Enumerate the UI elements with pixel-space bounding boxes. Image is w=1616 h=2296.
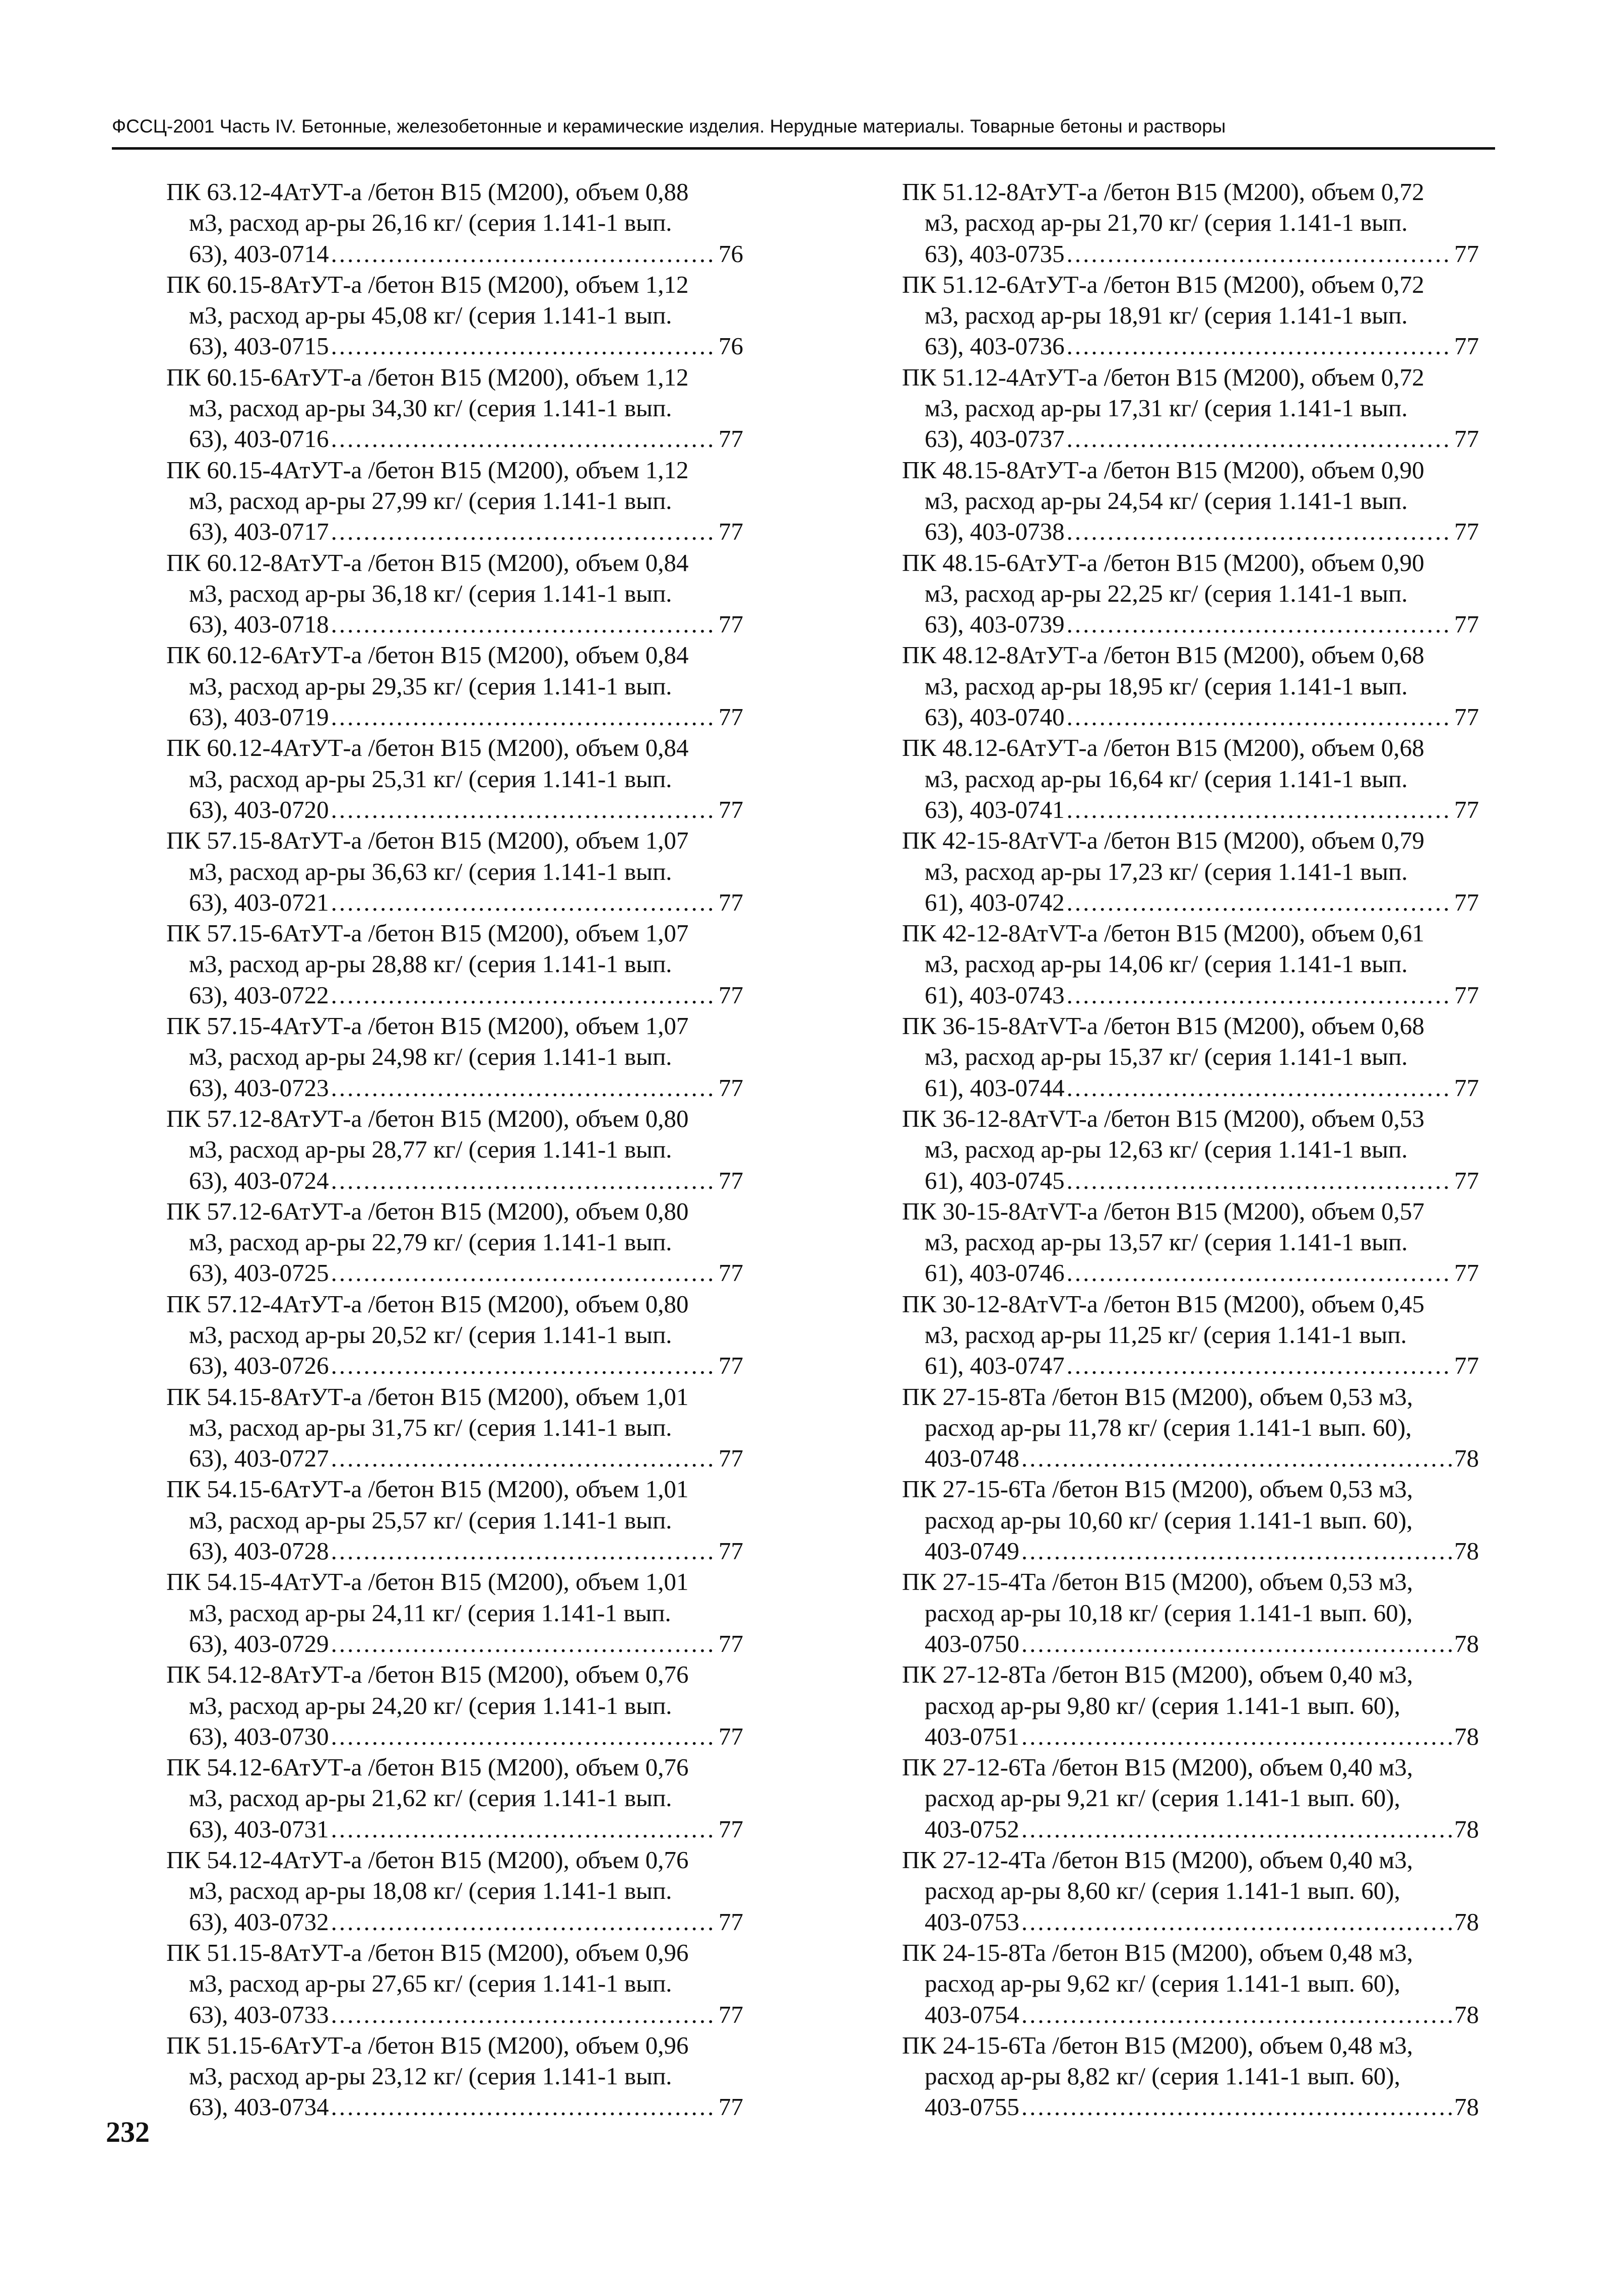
- entry-page-ref: 77: [719, 2093, 743, 2121]
- entry-code: 61), 403-0744: [925, 1073, 1065, 1102]
- dot-leader: [331, 1628, 717, 1659]
- entry-code: 403-0752: [925, 1815, 1019, 1843]
- entry-code: 63), 403-0734: [189, 2093, 329, 2121]
- dot-leader: [1067, 887, 1452, 918]
- entry-code-line: [166, 701, 743, 732]
- entry-page-ref: 77: [1454, 703, 1479, 731]
- index-entry: [902, 1196, 1479, 1289]
- index-entry: [902, 1010, 1479, 1103]
- entry-code: 63), 403-0725: [189, 1259, 329, 1287]
- entry-detail-line: расход ар-ры 10,60 кг/ (серия 1.141-1 вып. 60),: [925, 1506, 1413, 1534]
- entry-code-line: [166, 1814, 743, 1844]
- dot-leader: [1067, 1257, 1452, 1288]
- right-column: [902, 176, 1479, 2123]
- entry-code: 61), 403-0743: [925, 981, 1065, 1009]
- entry-detail-line: м3, расход ар-ры 25,57 кг/ (серия 1.141-1 вып.: [189, 1506, 672, 1534]
- dot-leader: [1021, 1628, 1452, 1659]
- entry-code-line: [902, 980, 1479, 1010]
- entry-detail-line: м3, расход ар-ры 36,63 кг/ (серия 1.141-1 вып.: [189, 857, 672, 885]
- entry-code: 61), 403-0747: [925, 1352, 1065, 1380]
- entry-title-line: ПК 60.15-8АтУТ-а /бетон В15 (М200), объем 1,12: [166, 270, 689, 298]
- dot-leader: [331, 609, 717, 640]
- index-entry: [166, 1010, 743, 1103]
- entry-code: 63), 403-0726: [189, 1352, 329, 1380]
- dot-leader: [1067, 516, 1452, 547]
- entry-detail-line: м3, расход ар-ры 31,75 кг/ (серия 1.141-1 вып.: [189, 1413, 672, 1441]
- entry-page-ref: 77: [1454, 1073, 1479, 1102]
- index-entry: [166, 1844, 743, 1937]
- index-entry: [902, 825, 1479, 918]
- entry-title-line: ПК 54.15-6АтУТ-а /бетон В15 (М200), объем 1,01: [166, 1475, 689, 1503]
- entry-code: 63), 403-0722: [189, 981, 329, 1009]
- dot-leader: [331, 701, 717, 732]
- index-entry: [166, 825, 743, 918]
- entry-detail-line: расход ар-ры 8,82 кг/ (серия 1.141-1 вып. 60),: [925, 2062, 1400, 2090]
- entry-detail-line: м3, расход ар-ры 22,25 кг/ (серия 1.141-1 вып.: [925, 579, 1408, 607]
- entry-detail-line: м3, расход ар-ры 15,37 кг/ (серия 1.141-1 вып.: [925, 1043, 1408, 1071]
- entry-detail-line: м3, расход ар-ры 17,23 кг/ (серия 1.141-1 вып.: [925, 857, 1408, 885]
- entry-code-line: [166, 1350, 743, 1381]
- index-entry: [902, 2030, 1479, 2123]
- entry-page-ref: 77: [719, 1352, 743, 1380]
- entry-title-line: ПК 42-12-8АтVT-а /бетон В15 (М200), объем 0,61: [902, 919, 1425, 947]
- entry-detail-line: м3, расход ар-ры 18,08 кг/ (серия 1.141-1 вып.: [189, 1877, 672, 1905]
- entry-title-line: ПК 36-12-8АтVT-а /бетон В15 (М200), объем 0,53: [902, 1104, 1425, 1132]
- entry-title-line: ПК 27-12-6Та /бетон В15 (М200), объем 0,40 м3,: [902, 1753, 1413, 1781]
- entry-detail-line: м3, расход ар-ры 36,18 кг/ (серия 1.141-1 вып.: [189, 579, 672, 607]
- index-entry: [166, 547, 743, 640]
- entry-title-line: ПК 27-12-8Та /бетон В15 (М200), объем 0,40 м3,: [902, 1661, 1413, 1689]
- entry-title-line: ПК 60.12-6АтУТ-а /бетон В15 (М200), объем 0,84: [166, 641, 689, 669]
- index-entry: [166, 640, 743, 732]
- entry-code-line: [902, 1906, 1479, 1937]
- entry-page-ref: 77: [1454, 888, 1479, 916]
- entry-page-ref: 77: [1454, 1259, 1479, 1287]
- entry-code-line: [902, 794, 1479, 825]
- entry-title-line: ПК 51.12-4АтУТ-а /бетон В15 (М200), объем 0,72: [902, 363, 1425, 391]
- entry-page-ref: 77: [1454, 981, 1479, 1009]
- entry-title-line: ПК 42-15-8АтVT-а /бетон В15 (М200), объем 0,79: [902, 826, 1425, 855]
- entry-detail-line: м3, расход ар-ры 24,98 кг/ (серия 1.141-1 вып.: [189, 1043, 672, 1071]
- index-entry: [902, 1289, 1479, 1381]
- entry-title-line: ПК 57.15-4АтУТ-а /бетон В15 (М200), объем 1,07: [166, 1012, 689, 1040]
- entry-code-line: [166, 2091, 743, 2122]
- dot-leader: [1021, 1443, 1452, 1474]
- entry-title-line: ПК 51.12-6АтУТ-а /бетон В15 (М200), объем 0,72: [902, 270, 1425, 298]
- entry-code: 63), 403-0723: [189, 1073, 329, 1102]
- entry-code-line: [166, 1628, 743, 1659]
- entry-detail-line: м3, расход ар-ры 23,12 кг/ (серия 1.141-1 вып.: [189, 2062, 672, 2090]
- index-entry: [902, 176, 1479, 269]
- dot-leader: [1067, 1350, 1452, 1381]
- entry-title-line: ПК 57.12-8АтУТ-а /бетон В15 (М200), объем 0,80: [166, 1104, 689, 1132]
- index-entry: [902, 547, 1479, 640]
- entry-code-line: [902, 1443, 1479, 1474]
- dot-leader: [331, 1165, 717, 1196]
- entry-page-ref: 77: [1454, 239, 1479, 268]
- dot-leader: [331, 887, 717, 918]
- dot-leader: [331, 516, 717, 547]
- entry-code: 63), 403-0729: [189, 1629, 329, 1657]
- entry-page-ref: 77: [1454, 1352, 1479, 1380]
- entry-code: 403-0750: [925, 1629, 1019, 1657]
- entry-detail-line: расход ар-ры 8,60 кг/ (серия 1.141-1 вып. 60),: [925, 1877, 1400, 1905]
- entry-code: 63), 403-0720: [189, 795, 329, 823]
- entry-page-ref: 77: [719, 981, 743, 1009]
- entry-page-ref: 77: [1454, 332, 1479, 360]
- entry-code-line: [166, 794, 743, 825]
- entry-page-ref: 77: [719, 610, 743, 639]
- dot-leader: [1067, 609, 1452, 640]
- entry-title-line: ПК 63.12-4АтУТ-а /бетон В15 (М200), объем 0,88: [166, 178, 689, 206]
- index-entry: [166, 2030, 743, 2123]
- dot-leader: [331, 1257, 717, 1288]
- index-entry: [902, 1381, 1479, 1474]
- entry-code: 61), 403-0746: [925, 1259, 1065, 1287]
- entry-title-line: ПК 51.15-6АтУТ-а /бетон В15 (М200), объем 0,96: [166, 2031, 689, 2059]
- entry-detail-line: м3, расход ар-ры 17,31 кг/ (серия 1.141-1 вып.: [925, 394, 1408, 422]
- entry-code-line: [166, 1536, 743, 1566]
- entry-detail-line: расход ар-ры 9,62 кг/ (серия 1.141-1 вып. 60),: [925, 1969, 1400, 1998]
- entry-page-ref: 77: [719, 888, 743, 916]
- entry-code: 63), 403-0735: [925, 239, 1065, 268]
- entry-code: 63), 403-0740: [925, 703, 1065, 731]
- entry-code: 63), 403-0732: [189, 1907, 329, 1936]
- entry-code: 63), 403-0714: [189, 239, 329, 268]
- entry-code: 63), 403-0736: [925, 332, 1065, 360]
- entry-detail-line: м3, расход ар-ры 13,57 кг/ (серия 1.141-1 вып.: [925, 1228, 1408, 1256]
- entry-detail-line: м3, расход ар-ры 24,20 кг/ (серия 1.141-1 вып.: [189, 1691, 672, 1719]
- index-entry: [166, 1474, 743, 1566]
- entry-detail-line: расход ар-ры 9,21 кг/ (серия 1.141-1 вып. 60),: [925, 1784, 1400, 1812]
- index-entry: [166, 918, 743, 1010]
- entry-title-line: ПК 60.12-4АтУТ-а /бетон В15 (М200), объем 0,84: [166, 734, 689, 762]
- entry-page-ref: 77: [719, 1629, 743, 1657]
- dot-leader: [331, 980, 717, 1010]
- entry-page-ref: 78: [1454, 1815, 1479, 1843]
- dot-leader: [1067, 331, 1452, 361]
- entry-page-ref: 77: [1454, 1166, 1479, 1194]
- entry-code-line: [902, 1072, 1479, 1103]
- entry-title-line: ПК 27-15-8Та /бетон В15 (М200), объем 0,53 м3,: [902, 1382, 1413, 1411]
- entry-code-line: [166, 331, 743, 361]
- entry-code-line: [902, 1257, 1479, 1288]
- dot-leader: [1067, 423, 1452, 454]
- dot-leader: [331, 1443, 717, 1474]
- entry-page-ref: 78: [1454, 1629, 1479, 1657]
- entry-title-line: ПК 48.15-8АтУТ-а /бетон В15 (М200), объем 0,90: [902, 456, 1425, 484]
- entry-detail-line: м3, расход ар-ры 18,91 кг/ (серия 1.141-1 вып.: [925, 301, 1408, 330]
- index-entry: [166, 1103, 743, 1196]
- index-entry: [166, 269, 743, 362]
- entry-code-line: [166, 1906, 743, 1937]
- entry-page-ref: 76: [719, 239, 743, 268]
- entry-code: 63), 403-0727: [189, 1444, 329, 1473]
- dot-leader: [331, 1906, 717, 1937]
- entry-title-line: ПК 36-15-8АтVT-а /бетон В15 (М200), объем 0,68: [902, 1012, 1425, 1040]
- entry-code-line: [166, 609, 743, 640]
- entry-code: 403-0748: [925, 1444, 1019, 1473]
- entry-page-ref: 78: [1454, 1537, 1479, 1565]
- entry-detail-line: м3, расход ар-ры 29,35 кг/ (серия 1.141-1 вып.: [189, 672, 672, 700]
- dot-leader: [331, 1350, 717, 1381]
- entry-title-line: ПК 57.12-6АтУТ-а /бетон В15 (М200), объем 0,80: [166, 1197, 689, 1225]
- entry-code: 63), 403-0724: [189, 1166, 329, 1194]
- index-entry: [902, 269, 1479, 362]
- entry-code-line: [902, 238, 1479, 269]
- entry-page-ref: 78: [1454, 2093, 1479, 2121]
- dot-leader: [331, 1536, 717, 1566]
- entry-detail-line: м3, расход ар-ры 24,54 кг/ (серия 1.141-1 вып.: [925, 486, 1408, 515]
- entry-code: 403-0754: [925, 2000, 1019, 2028]
- running-header: ФССЦ-2001 Часть IV. Бетонные, железобетонные и керамические изделия. Нерудные материалы. Товарные бетоны и растворы: [112, 116, 1226, 137]
- entry-code: 403-0753: [925, 1907, 1019, 1936]
- dot-leader: [1021, 2091, 1452, 2122]
- entry-detail-line: м3, расход ар-ры 26,16 кг/ (серия 1.141-1 вып.: [189, 209, 672, 237]
- entry-title-line: ПК 57.15-8АтУТ-а /бетон В15 (М200), объем 1,07: [166, 826, 689, 855]
- entry-title-line: ПК 30-15-8АтVT-а /бетон В15 (М200), объем 0,57: [902, 1197, 1425, 1225]
- entry-code-line: [902, 331, 1479, 361]
- entry-code: 61), 403-0745: [925, 1166, 1065, 1194]
- entry-code-line: [902, 423, 1479, 454]
- entry-title-line: ПК 54.12-8АтУТ-а /бетон В15 (М200), объем 0,76: [166, 1661, 689, 1689]
- entry-title-line: ПК 27-15-6Та /бетон В15 (М200), объем 0,53 м3,: [902, 1475, 1413, 1503]
- dot-leader: [1067, 980, 1452, 1010]
- index-entry: [166, 732, 743, 825]
- entry-title-line: ПК 60.15-4АтУТ-а /бетон В15 (М200), объем 1,12: [166, 456, 689, 484]
- index-entry: [166, 1381, 743, 1474]
- entry-page-ref: 78: [1454, 2000, 1479, 2028]
- dot-leader: [1021, 1536, 1452, 1566]
- index-entry: [166, 1196, 743, 1289]
- entry-page-ref: 77: [719, 1722, 743, 1750]
- entry-code: 403-0751: [925, 1722, 1019, 1750]
- index-entry: [902, 732, 1479, 825]
- entry-code-line: [166, 1072, 743, 1103]
- entry-code-line: [166, 516, 743, 547]
- entry-code-line: [902, 1350, 1479, 1381]
- index-entry: [166, 176, 743, 269]
- entry-page-ref: 77: [719, 1907, 743, 1936]
- entry-detail-line: м3, расход ар-ры 21,70 кг/ (серия 1.141-1 вып.: [925, 209, 1408, 237]
- entry-detail-line: расход ар-ры 9,80 кг/ (серия 1.141-1 вып. 60),: [925, 1691, 1400, 1719]
- entry-page-ref: 77: [1454, 425, 1479, 453]
- entry-code-line: [166, 887, 743, 918]
- entry-title-line: ПК 54.12-6АтУТ-а /бетон В15 (М200), объем 0,76: [166, 1753, 689, 1781]
- entry-detail-line: м3, расход ар-ры 28,88 кг/ (серия 1.141-1 вып.: [189, 950, 672, 978]
- entry-code-line: [902, 1628, 1479, 1659]
- index-entry: [166, 1289, 743, 1381]
- entry-code-line: [166, 238, 743, 269]
- index-entry: [166, 1566, 743, 1659]
- entry-title-line: ПК 51.15-8АтУТ-а /бетон В15 (М200), объем 0,96: [166, 1938, 689, 1966]
- index-entry: [902, 1752, 1479, 1844]
- entry-code-line: [902, 1814, 1479, 1844]
- entry-code: 63), 403-0731: [189, 1815, 329, 1843]
- entry-title-line: ПК 57.15-6АтУТ-а /бетон В15 (М200), объем 1,07: [166, 919, 689, 947]
- entry-page-ref: 77: [719, 1073, 743, 1102]
- entry-code-line: [902, 1165, 1479, 1196]
- entry-code-line: [166, 980, 743, 1010]
- entry-code-line: [166, 1999, 743, 2030]
- index-entry: [166, 1659, 743, 1752]
- dot-leader: [331, 1814, 717, 1844]
- entry-title-line: ПК 30-12-8АтVT-а /бетон В15 (М200), объем 0,45: [902, 1290, 1425, 1318]
- entry-code: 403-0755: [925, 2093, 1019, 2121]
- entry-title-line: ПК 24-15-8Та /бетон В15 (М200), объем 0,48 м3,: [902, 1938, 1413, 1966]
- dot-leader: [331, 331, 717, 361]
- dot-leader: [331, 2091, 717, 2122]
- entry-page-ref: 77: [719, 1166, 743, 1194]
- entry-page-ref: 77: [719, 518, 743, 546]
- dot-leader: [331, 423, 717, 454]
- index-entry: [902, 1659, 1479, 1752]
- entry-title-line: ПК 60.12-8АтУТ-а /бетон В15 (М200), объем 0,84: [166, 548, 689, 577]
- left-column: [166, 176, 743, 2123]
- entry-detail-line: м3, расход ар-ры 14,06 кг/ (серия 1.141-1 вып.: [925, 950, 1408, 978]
- index-entry: [902, 1566, 1479, 1659]
- page-number: 232: [106, 2116, 150, 2148]
- entry-code-line: [902, 516, 1479, 547]
- entry-page-ref: 77: [719, 425, 743, 453]
- entry-title-line: ПК 48.15-6АтУТ-а /бетон В15 (М200), объем 0,90: [902, 548, 1425, 577]
- entry-detail-line: расход ар-ры 10,18 кг/ (серия 1.141-1 вып. 60),: [925, 1599, 1413, 1627]
- entry-code: 63), 403-0716: [189, 425, 329, 453]
- entry-code: 61), 403-0742: [925, 888, 1065, 916]
- entry-title-line: ПК 57.12-4АтУТ-а /бетон В15 (М200), объем 0,80: [166, 1290, 689, 1318]
- entry-code-line: [166, 1257, 743, 1288]
- dot-leader: [1067, 701, 1452, 732]
- entry-code-line: [902, 1999, 1479, 2030]
- entry-detail-line: м3, расход ар-ры 16,64 кг/ (серия 1.141-1 вып.: [925, 764, 1408, 793]
- index-entry: [902, 918, 1479, 1010]
- entry-code: 63), 403-0737: [925, 425, 1065, 453]
- entry-detail-line: м3, расход ар-ры 27,99 кг/ (серия 1.141-1 вып.: [189, 486, 672, 515]
- entry-code: 63), 403-0733: [189, 2000, 329, 2028]
- entry-code-line: [166, 423, 743, 454]
- entry-code: 63), 403-0721: [189, 888, 329, 916]
- entry-code: 63), 403-0715: [189, 332, 329, 360]
- entry-code: 63), 403-0717: [189, 518, 329, 546]
- entry-detail-line: м3, расход ар-ры 18,95 кг/ (серия 1.141-1 вып.: [925, 672, 1408, 700]
- entry-title-line: ПК 54.15-8АтУТ-а /бетон В15 (М200), объем 1,01: [166, 1382, 689, 1411]
- dot-leader: [1021, 1814, 1452, 1844]
- dot-leader: [1021, 1906, 1452, 1937]
- entry-title-line: ПК 24-15-6Та /бетон В15 (М200), объем 0,48 м3,: [902, 2031, 1413, 2059]
- entry-code-line: [902, 1721, 1479, 1752]
- index-entry: [902, 1844, 1479, 1937]
- entry-page-ref: 76: [719, 332, 743, 360]
- entry-detail-line: м3, расход ар-ры 45,08 кг/ (серия 1.141-1 вып.: [189, 301, 672, 330]
- entry-detail-line: м3, расход ар-ры 11,25 кг/ (серия 1.141-1 вып.: [925, 1320, 1407, 1349]
- entry-detail-line: м3, расход ар-ры 21,62 кг/ (серия 1.141-1 вып.: [189, 1784, 672, 1812]
- dot-leader: [1067, 794, 1452, 825]
- index-entry: [166, 1752, 743, 1844]
- entry-code: 63), 403-0728: [189, 1537, 329, 1565]
- entry-page-ref: 78: [1454, 1444, 1479, 1473]
- entry-code-line: [902, 701, 1479, 732]
- entry-title-line: ПК 48.12-6АтУТ-а /бетон В15 (М200), объем 0,68: [902, 734, 1425, 762]
- index-entry: [902, 1937, 1479, 2030]
- entry-page-ref: 77: [719, 1815, 743, 1843]
- dot-leader: [331, 238, 717, 269]
- entry-title-line: ПК 51.12-8АтУТ-а /бетон В15 (М200), объем 0,72: [902, 178, 1425, 206]
- index-entry: [166, 362, 743, 455]
- index-entry: [902, 1474, 1479, 1566]
- entry-code-line: [166, 1443, 743, 1474]
- dot-leader: [331, 1721, 717, 1752]
- entry-code-line: [902, 2091, 1479, 2122]
- entry-detail-line: расход ар-ры 11,78 кг/ (серия 1.141-1 вып. 60),: [925, 1413, 1412, 1441]
- entry-detail-line: м3, расход ар-ры 20,52 кг/ (серия 1.141-1 вып.: [189, 1320, 672, 1349]
- entry-detail-line: м3, расход ар-ры 22,79 кг/ (серия 1.141-1 вып.: [189, 1228, 672, 1256]
- entry-title-line: ПК 60.15-6АтУТ-а /бетон В15 (М200), объем 1,12: [166, 363, 689, 391]
- entry-code: 63), 403-0739: [925, 610, 1065, 639]
- index-entry: [166, 455, 743, 547]
- entry-code-line: [902, 1536, 1479, 1566]
- entry-page-ref: 77: [1454, 795, 1479, 823]
- dot-leader: [1067, 238, 1452, 269]
- index-entry: [902, 640, 1479, 732]
- entry-title-line: ПК 48.12-8АтУТ-а /бетон В15 (М200), объем 0,68: [902, 641, 1425, 669]
- index-entry: [902, 1103, 1479, 1196]
- index-entry: [902, 362, 1479, 455]
- dot-leader: [1067, 1165, 1452, 1196]
- entry-page-ref: 78: [1454, 1722, 1479, 1750]
- entry-code-line: [166, 1721, 743, 1752]
- dot-leader: [1021, 1721, 1452, 1752]
- dot-leader: [1021, 1999, 1452, 2030]
- entry-code: 63), 403-0741: [925, 795, 1065, 823]
- entry-detail-line: м3, расход ар-ры 12,63 кг/ (серия 1.141-1 вып.: [925, 1135, 1408, 1164]
- entry-page-ref: 77: [719, 1537, 743, 1565]
- entry-page-ref: 77: [719, 1259, 743, 1287]
- entry-detail-line: м3, расход ар-ры 24,11 кг/ (серия 1.141-1 вып.: [189, 1599, 671, 1627]
- entry-title-line: ПК 54.15-4АтУТ-а /бетон В15 (М200), объем 1,01: [166, 1568, 689, 1596]
- entry-page-ref: 77: [1454, 518, 1479, 546]
- entry-code: 63), 403-0738: [925, 518, 1065, 546]
- entry-detail-line: м3, расход ар-ры 34,30 кг/ (серия 1.141-1 вып.: [189, 394, 672, 422]
- header-rule: [112, 147, 1495, 150]
- entry-title-line: ПК 54.12-4АтУТ-а /бетон В15 (М200), объем 0,76: [166, 1846, 689, 1874]
- entry-title-line: ПК 27-12-4Та /бетон В15 (М200), объем 0,40 м3,: [902, 1846, 1413, 1874]
- index-entry: [902, 455, 1479, 547]
- entry-detail-line: м3, расход ар-ры 27,65 кг/ (серия 1.141-1 вып.: [189, 1969, 672, 1998]
- entry-page-ref: 77: [719, 703, 743, 731]
- entry-code: 63), 403-0718: [189, 610, 329, 639]
- entry-title-line: ПК 27-15-4Та /бетон В15 (М200), объем 0,53 м3,: [902, 1568, 1413, 1596]
- dot-leader: [331, 1072, 717, 1103]
- dot-leader: [331, 794, 717, 825]
- entry-page-ref: 77: [1454, 610, 1479, 639]
- entry-page-ref: 78: [1454, 1907, 1479, 1936]
- index-entry: [166, 1937, 743, 2030]
- entry-page-ref: 77: [719, 2000, 743, 2028]
- entry-page-ref: 77: [719, 795, 743, 823]
- entry-page-ref: 77: [719, 1444, 743, 1473]
- entry-code-line: [902, 609, 1479, 640]
- entry-code-line: [166, 1165, 743, 1196]
- dot-leader: [331, 1999, 717, 2030]
- entry-detail-line: м3, расход ар-ры 28,77 кг/ (серия 1.141-1 вып.: [189, 1135, 672, 1164]
- entry-code: 63), 403-0719: [189, 703, 329, 731]
- entry-detail-line: м3, расход ар-ры 25,31 кг/ (серия 1.141-1 вып.: [189, 764, 672, 793]
- entry-code-line: [902, 887, 1479, 918]
- entry-code: 63), 403-0730: [189, 1722, 329, 1750]
- entry-code: 403-0749: [925, 1537, 1019, 1565]
- dot-leader: [1067, 1072, 1452, 1103]
